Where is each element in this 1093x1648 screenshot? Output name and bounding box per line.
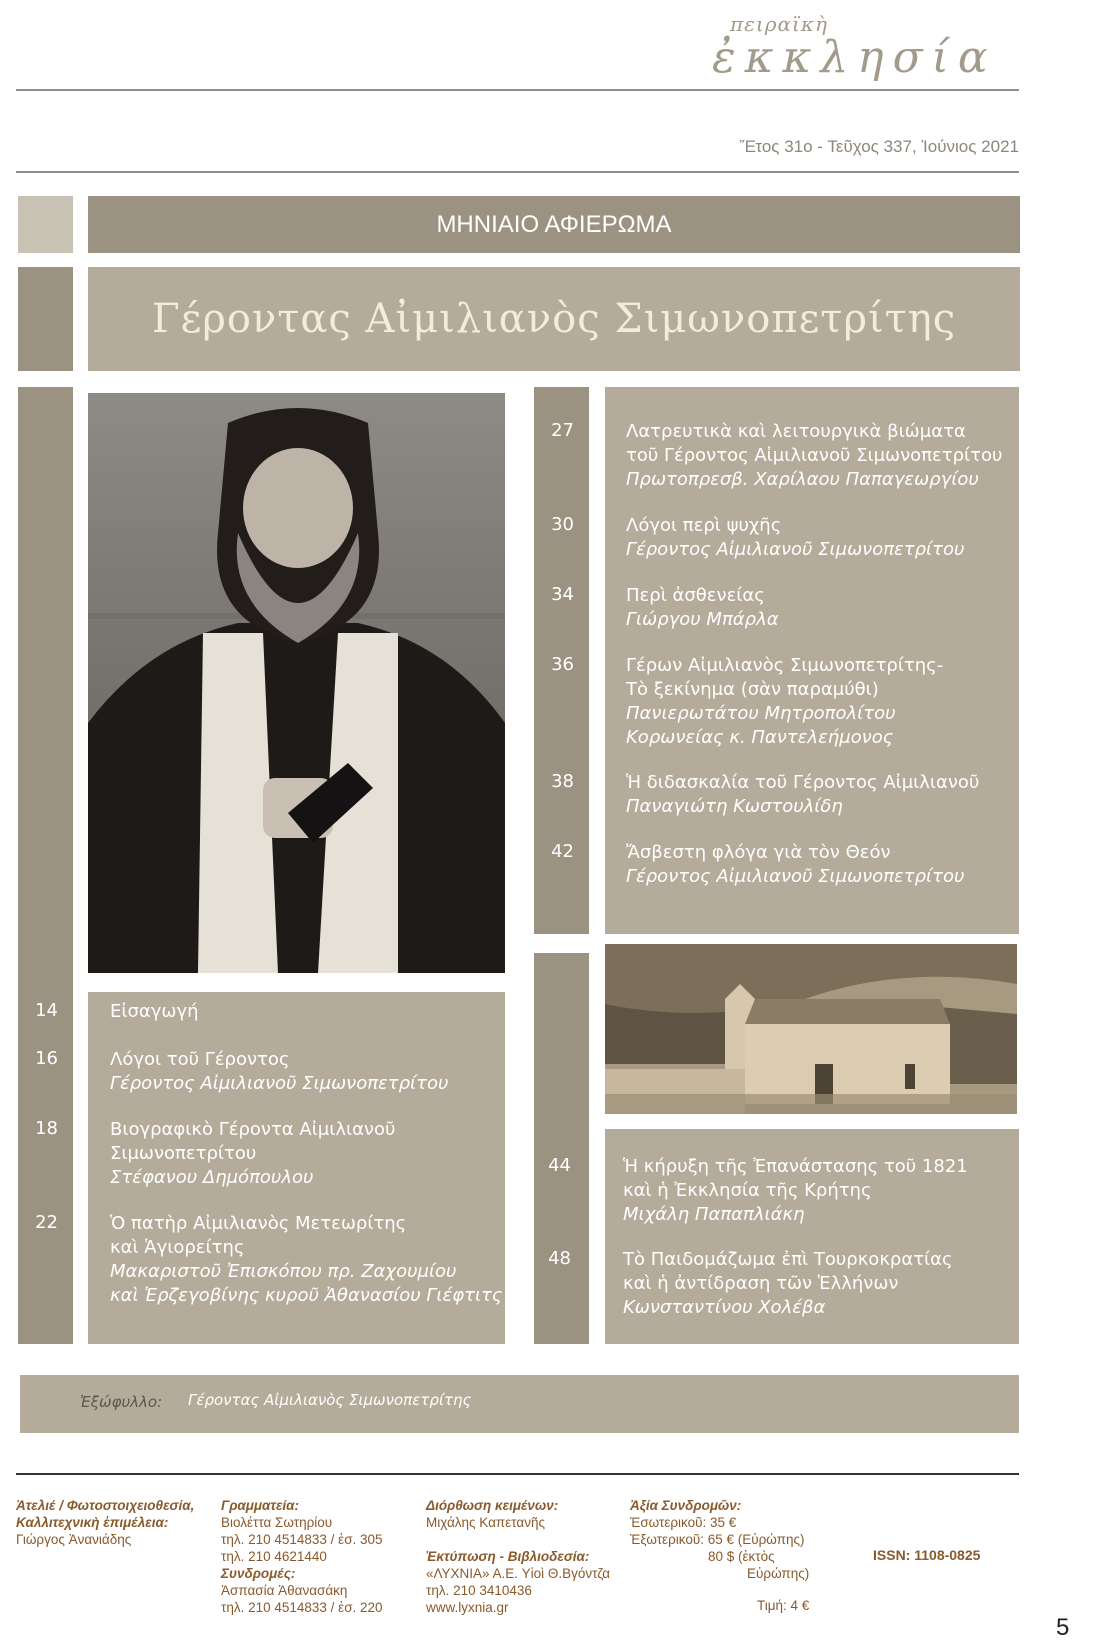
toc-entry-title: Εἰσαγωγή xyxy=(110,1001,199,1022)
toc-page-number[interactable]: 22 xyxy=(35,1212,58,1233)
toc-page-number[interactable]: 16 xyxy=(35,1048,58,1069)
decor-square-dark xyxy=(18,267,73,371)
section-label: ΜΗΝΙΑΙΟ ΑΦΙΕΡΩΜΑ xyxy=(88,196,1020,253)
toc-entry-title: Τὸ Παιδομάζωμα ἐπὶ Τουρκοκρατίας xyxy=(623,1249,953,1270)
logo-subtitle: πειραϊκὴ xyxy=(730,12,828,36)
toc-entry[interactable] xyxy=(110,1212,502,1308)
toc-page-number[interactable]: 14 xyxy=(35,1000,58,1021)
toc-entry-title: Λατρευτικὰ καὶ λειτουργικὰ βιώματα xyxy=(626,421,966,442)
toc-entry[interactable] xyxy=(626,584,779,632)
footer-line: τηλ. 210 4514833 / ἐσ. 220 xyxy=(221,1600,383,1615)
portrait-image xyxy=(88,393,505,973)
toc-entry-author: Μακαριστοῦ Ἐπισκόπου πρ. Ζαχουμίου xyxy=(110,1261,457,1282)
footer-line: 80 $ (ἐκτὸς xyxy=(708,1549,775,1564)
toc-entry-author: Κωνσταντίνου Χολέβα xyxy=(623,1297,826,1318)
cover-label: Ἐξώφυλλο: xyxy=(80,1393,163,1411)
footer-heading: Ἀτελιέ / Φωτοστοιχειοθεσία, xyxy=(16,1498,195,1513)
toc-entry-title: Σιμωνοπετρίτου xyxy=(110,1143,257,1164)
toc-entry-author: Πανιερωτάτου Μητροπολίτου xyxy=(626,703,896,724)
footer-spacer xyxy=(426,1531,610,1548)
footer-line: Ἐσωτερικοῦ: 35 € xyxy=(630,1515,737,1530)
toc-entry-author: Πρωτοπρεσβ. Χαρίλαου Παπαγεωργίου xyxy=(626,469,979,490)
toc-entry-author: Στέφανου Δημόπουλου xyxy=(110,1167,314,1188)
decor-square-light xyxy=(18,196,73,253)
toc-entry-title: καὶ ἡ ἀντίδραση τῶν Ἑλλήνων xyxy=(623,1273,899,1294)
feature-title: Γέροντας Αἰμιλιανὸς Σιμωνοπετρίτης xyxy=(88,267,1020,371)
footer-heading: Ἐκτύπωση - Βιβλιοδεσία: xyxy=(426,1549,590,1564)
toc-entry[interactable] xyxy=(110,1118,395,1190)
issn: ISSN: 1108-0825 xyxy=(873,1547,981,1563)
toc-entry[interactable] xyxy=(623,1155,968,1227)
footer-line: Ἀσπασία Ἀθανασάκη xyxy=(221,1583,348,1598)
footer-heading: Γραμματεία: xyxy=(221,1498,300,1513)
header-rule xyxy=(16,89,1019,91)
footer-line: τηλ. 210 4514833 / ἐσ. 305 xyxy=(221,1532,383,1547)
logo-title: ἐκκλησία xyxy=(712,32,997,83)
footer-col-atelier xyxy=(16,1497,194,1548)
toc-entry[interactable] xyxy=(110,1048,448,1096)
footer-col-subscriptions xyxy=(630,1497,809,1582)
toc-entry-title: καὶ ἡ Ἐκκλησία τῆς Κρήτης xyxy=(623,1180,872,1201)
footer-line: Ἐξωτερικοῦ: 65 € (Εὐρώπης) xyxy=(630,1532,805,1547)
toc-entry-title: Γέρων Αἰμιλιανὸς Σιμωνοπετρίτης- xyxy=(626,655,944,676)
footer-line: τηλ. 210 3410436 xyxy=(426,1583,532,1598)
toc-entry[interactable] xyxy=(626,514,964,562)
portrait-photo xyxy=(88,393,505,973)
cover-value: Γέροντας Αἰμιλιανὸς Σιμωνοπετρίτης xyxy=(188,1391,472,1409)
toc-entry[interactable] xyxy=(626,420,1002,492)
toc-entry-author: Γέροντος Αἰμιλιανοῦ Σιμωνοπετρίτου xyxy=(626,866,965,887)
toc-entry-title: Λόγοι περὶ ψυχῆς xyxy=(626,515,782,536)
toc-page-number[interactable]: 36 xyxy=(551,654,574,675)
toc-entry-author: Γιώργου Μπάρλα xyxy=(626,609,779,630)
footer-col-secretariat xyxy=(221,1497,383,1616)
toc-entry[interactable] xyxy=(110,1000,199,1024)
toc-page-number[interactable]: 44 xyxy=(548,1155,571,1176)
price: Τιμή: 4 € xyxy=(757,1598,810,1613)
footer-col-proofreading xyxy=(426,1497,610,1616)
toc-page-number[interactable]: 42 xyxy=(551,841,574,862)
toc-entry-author: Παναγιώτη Κωστουλίδη xyxy=(626,796,843,817)
footer-line: Εὐρώπης) xyxy=(747,1566,810,1581)
cover-band xyxy=(20,1375,1019,1433)
left-page-strip xyxy=(18,387,73,1344)
footer-heading: Συνδρομές: xyxy=(221,1566,296,1581)
footer-heading: Ἀξία Συνδρομῶν: xyxy=(630,1498,742,1513)
toc-entry-title: καὶ Ἁγιορείτης xyxy=(110,1237,245,1258)
toc-entry-title: Τὸ ξεκίνημα (σὰν παραμύθι) xyxy=(626,679,879,700)
footer-rule xyxy=(16,1473,1019,1475)
footer-line: Μιχάλης Καπετανῆς xyxy=(426,1515,545,1530)
toc-page-number[interactable]: 18 xyxy=(35,1118,58,1139)
toc-entry-title: Ἡ διδασκαλία τοῦ Γέροντος Αἰμιλιανοῦ xyxy=(626,772,980,793)
chapel-photo xyxy=(605,944,1017,1114)
toc-entry-author: καὶ Ἑρζεγοβίνης κυροῦ Ἀθανασίου Γιέφτιτς xyxy=(110,1285,503,1306)
toc-entry-author: Μιχάλη Παπαπλιάκη xyxy=(623,1204,805,1225)
issue-line: Ἔτος 31ο - Τεῦχος 337, Ἰούνιος 2021 xyxy=(739,137,1019,156)
toc-page-number[interactable]: 34 xyxy=(551,584,574,605)
issue-rule xyxy=(16,171,1019,173)
toc-page-number[interactable]: 30 xyxy=(551,514,574,535)
toc-page-number[interactable]: 27 xyxy=(551,420,574,441)
right-bottom-page-strip xyxy=(534,953,589,1344)
toc-entry-author: Γέροντος Αἰμιλιανοῦ Σιμωνοπετρίτου xyxy=(626,539,965,560)
toc-entry[interactable] xyxy=(626,654,943,750)
toc-entry-author: Γέροντος Αἰμιλιανοῦ Σιμωνοπετρίτου xyxy=(110,1073,449,1094)
footer-heading: Καλλιτεχνικὴ ἐπιμέλεια: xyxy=(16,1515,169,1530)
toc-entry[interactable] xyxy=(623,1248,953,1320)
footer-heading: Διόρθωση κειμένων: xyxy=(426,1498,559,1513)
toc-entry-title: Λόγοι τοῦ Γέροντος xyxy=(110,1049,290,1070)
footer-link[interactable]: www.lyxnia.gr xyxy=(426,1600,509,1615)
toc-entry-title: τοῦ Γέροντος Αἰμιλιανοῦ Σιμωνοπετρίτου xyxy=(626,445,1003,466)
toc-entry-title: Ἡ κήρυξη τῆς Ἐπανάστασης τοῦ 1821 xyxy=(623,1156,968,1177)
toc-entry-title: Βιογραφικὸ Γέροντα Αἰμιλιανοῦ xyxy=(110,1119,396,1140)
toc-page-number[interactable]: 48 xyxy=(548,1248,571,1269)
toc-entry-author: Κορωνείας κ. Παντελεήμονος xyxy=(626,727,894,748)
toc-entry-title: Περὶ ἀσθενείας xyxy=(626,585,765,606)
toc-entry[interactable] xyxy=(626,841,964,889)
footer-line: «ΛΥΧΝΙΑ» Α.Ε. Υἱοὶ Θ.Βγόντζα xyxy=(426,1566,611,1581)
page-number: 5 xyxy=(1056,1614,1070,1641)
toc-entry-title: Ἄσβεστη φλόγα γιὰ τὸν Θεόν xyxy=(626,842,891,863)
toc-entry[interactable] xyxy=(626,771,979,819)
toc-page-number[interactable]: 38 xyxy=(551,771,574,792)
footer-line: Βιολέττα Σωτηρίου xyxy=(221,1515,333,1530)
footer-line: τηλ. 210 4621440 xyxy=(221,1549,327,1564)
toc-entry-title: Ὁ πατὴρ Αἰμιλιανὸς Μετεωρίτης xyxy=(110,1213,407,1234)
chapel-image xyxy=(605,944,1017,1114)
footer-line: Γιώργος Ἀνανιάδης xyxy=(16,1532,132,1547)
